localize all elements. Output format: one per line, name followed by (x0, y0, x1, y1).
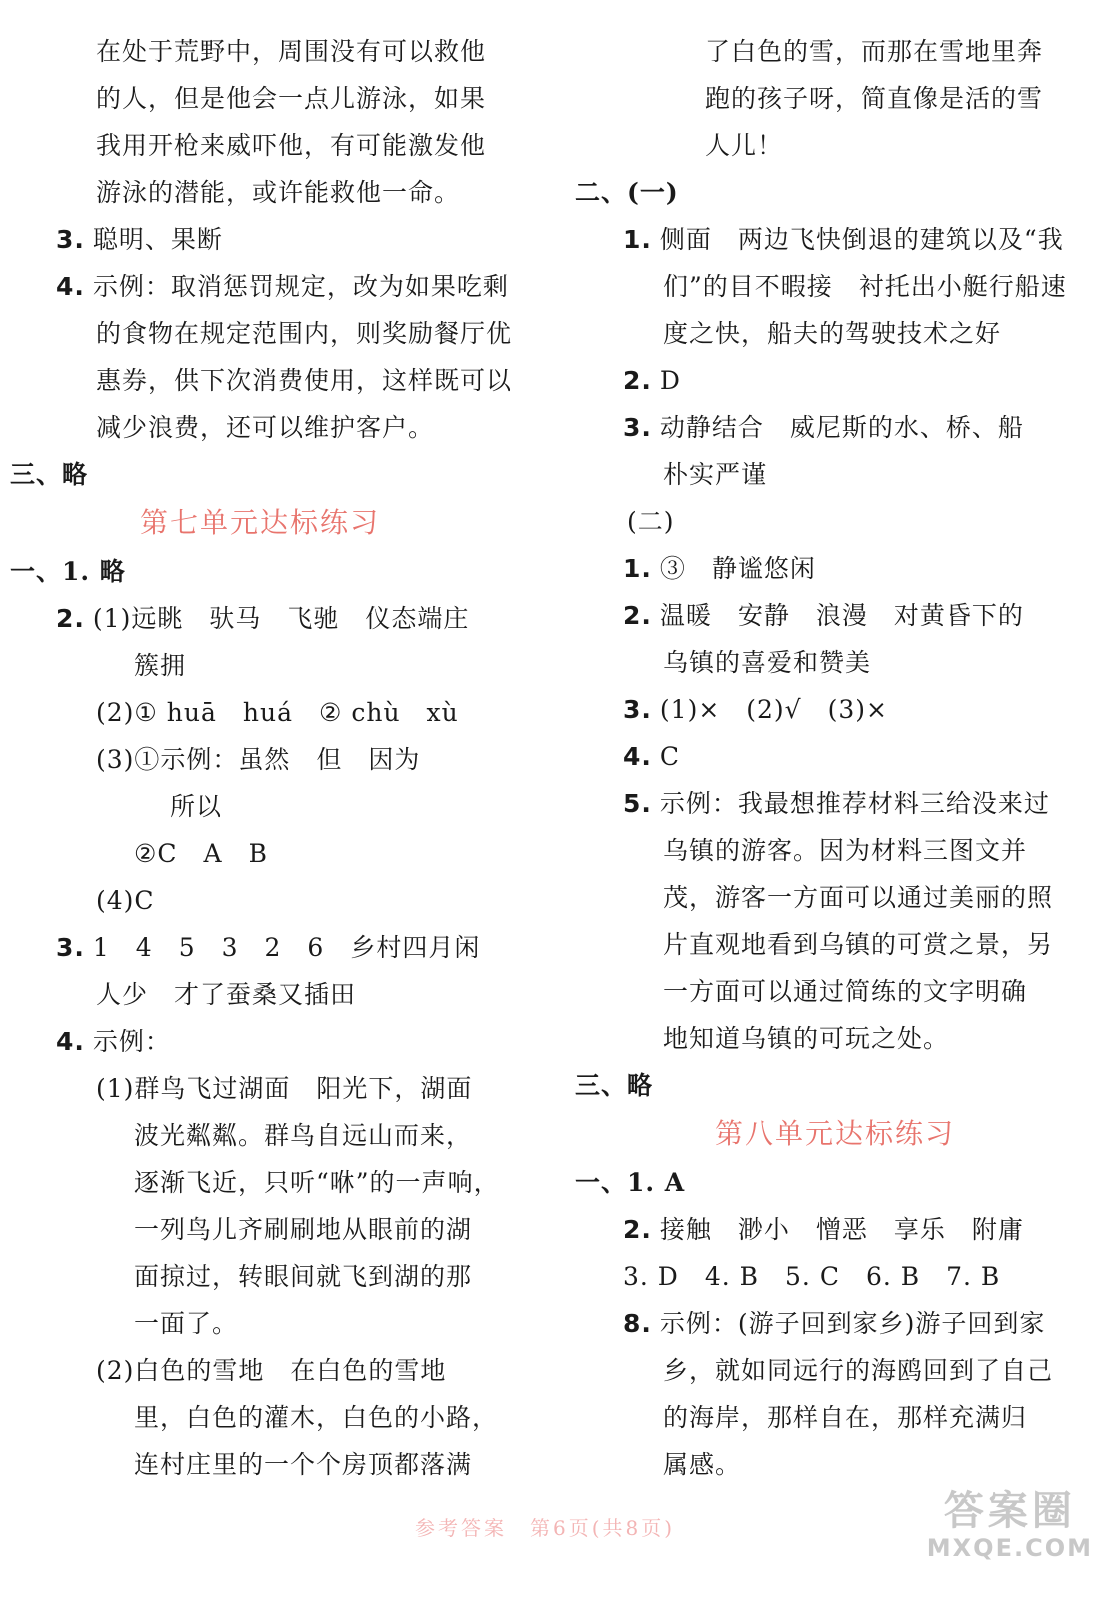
text-line: (1)群鸟飞过湖面 阳光下，湖面 (96, 1074, 473, 1103)
answer-item-1 (575, 216, 1095, 263)
text-line: 人少 才了蚕桑又插田 (96, 980, 357, 1009)
text-line: (2)白色的雪地 在白色的雪地 (96, 1356, 447, 1385)
answer-text: 示例：我最想推荐材料三给没来过 (659, 789, 1050, 818)
section-heading-3: 三、略 (10, 460, 89, 489)
text-line: 茂，游客一方面可以通过美丽的照 (663, 883, 1054, 912)
text-line: 在处于荒野中，周围没有可以救他 (96, 37, 487, 66)
item-number: 1. (623, 225, 652, 254)
text-line: 乡，就如同远行的海鸥回到了自己 (663, 1356, 1054, 1385)
text-line: 乌镇的游客。因为材料三图文并 (663, 836, 1028, 865)
item-number: 2. (623, 601, 652, 630)
item-number: 1. (623, 554, 652, 583)
text-line: 簇拥 (134, 651, 187, 680)
unit7-q3 (10, 924, 510, 971)
subsection-heading: (二) (627, 507, 675, 536)
answer-item-1b (575, 545, 1095, 592)
item-number: 3. (56, 225, 85, 254)
answer-text: (1)远眺 驮马 飞驰 仪态端庄 (92, 604, 470, 633)
answer-item-2b (575, 592, 1095, 639)
text-line: 游泳的潜能，或许能救他一命。 (96, 178, 461, 207)
answer-item-4b (575, 733, 1095, 780)
item-number: 4. (623, 742, 652, 771)
text-line: 一方面可以通过简练的文字明确 (663, 977, 1028, 1006)
text-line: 了白色的雪，而那在雪地里奔 (705, 37, 1044, 66)
item-number: 4. (56, 272, 85, 301)
section-heading-3: 三、略 (575, 1071, 654, 1100)
item-number: 3. (623, 695, 652, 724)
text-line: 连村庄里的一个个房顶都落满 (134, 1450, 473, 1479)
answer-item-4 (10, 263, 510, 310)
text-line: 乌镇的喜爱和赞美 (663, 648, 872, 677)
answer-text: 动静结合 威尼斯的水、桥、船 (659, 413, 1024, 442)
text-line: 度之快，船夫的驾驶技术之好 (663, 319, 1002, 348)
text-line: 减少浪费，还可以维护客户。 (96, 413, 435, 442)
page-footer: 参考答案 第6页(共8页) (414, 1516, 676, 1540)
unit8-q2 (575, 1206, 1095, 1253)
answer-text: 接触 渺小 憎恶 享乐 附庸 (659, 1215, 1024, 1244)
section-heading-2: 二、(一) (575, 178, 679, 207)
answer-text: 1 4 5 3 2 6 乡村四月闲 (92, 933, 481, 962)
answer-text: 示例：取消惩罚规定，改为如果吃剩 (92, 272, 509, 301)
answer-item-2 (575, 357, 1095, 404)
text-line: 片直观地看到乌镇的可赏之景，另 (663, 930, 1054, 959)
answer-text: 示例： (92, 1027, 171, 1056)
unit7-q4 (10, 1018, 510, 1065)
text-line: (4)C (96, 886, 155, 915)
text-line: 面掠过，转眼间就飞到湖的那 (134, 1262, 473, 1291)
text-line: 里，白色的灌木，白色的小路， (134, 1403, 499, 1432)
text-line: (3)①示例：虽然 但 因为 (96, 745, 421, 774)
item-number: 5. (623, 789, 652, 818)
text-line: 的食物在规定范围内，则奖励餐厅优 (96, 319, 513, 348)
left-column (10, 28, 513, 1488)
unit7-q2 (10, 595, 510, 642)
watermark-url: MXQE.COM (926, 1534, 1093, 1562)
text-line: (2)① huā huá ② chù xù (96, 698, 459, 727)
answer-text: 示例：(游子回到家乡)游子回到家 (659, 1309, 1046, 1338)
text-line: 我用开枪来威吓他，有可能激发他 (96, 131, 487, 160)
unit8-q3-7: 3. D 4. B 5. C 6. B 7. B (623, 1262, 1001, 1291)
answer-text: D (659, 366, 681, 395)
text-line: 的人，但是他会一点儿游泳，如果 (96, 84, 487, 113)
item-number: 4. (56, 1027, 85, 1056)
text-line: 属感。 (663, 1450, 742, 1479)
text-line: 的海岸，那样自在，那样充满归 (663, 1403, 1028, 1432)
text-line: 跑的孩子呀，简直像是活的雪 (705, 84, 1044, 113)
item-number: 8. (623, 1309, 652, 1338)
answer-text: (1)× (2)√ (3)× (659, 695, 888, 724)
right-column (575, 28, 1095, 1488)
text-line: 人儿！ (705, 131, 784, 160)
unit7-q1: 一、1. 略 (10, 557, 126, 586)
text-line: ②C A B (134, 839, 268, 868)
item-number: 2. (56, 604, 85, 633)
answer-item-3 (10, 216, 510, 263)
text-line: 波光粼粼。群鸟自远山而来， (134, 1121, 473, 1150)
text-line: 地知道乌镇的可玩之处。 (663, 1024, 950, 1053)
unit8-q8 (575, 1300, 1095, 1347)
text-line: 一列鸟儿齐刷刷地从眼前的湖 (134, 1215, 473, 1244)
answer-text: C (659, 742, 681, 771)
item-number: 3. (623, 413, 652, 442)
text-line: 逐渐飞近，只听“咻”的一声响， (134, 1168, 500, 1197)
item-number: 3. (56, 933, 85, 962)
item-number: 2. (623, 1215, 652, 1244)
answer-item-3 (575, 404, 1095, 451)
answer-text: 温暖 安静 浪漫 对黄昏下的 (659, 601, 1024, 630)
text-line: 一面了。 (134, 1309, 239, 1338)
watermark-logo-text: 答案圈 (943, 1488, 1076, 1534)
unit8-q1: 一、1. A (575, 1168, 686, 1197)
unit8-title: 第八单元达标练习 (714, 1117, 955, 1150)
site-watermark (927, 1488, 1093, 1562)
text-line: 惠券，供下次消费使用，这样既可以 (96, 366, 513, 395)
answer-item-5b (575, 780, 1095, 827)
text-line: 朴实严谨 (663, 460, 768, 489)
text-line: 所以 (170, 792, 223, 821)
answer-item-3b (575, 686, 1095, 733)
item-number: 2. (623, 366, 652, 395)
answer-text: 聪明、果断 (92, 225, 223, 254)
text-line: 们”的目不暇接 衬托出小艇行船速 (663, 272, 1067, 301)
unit7-title: 第七单元达标练习 (139, 506, 380, 539)
answer-text: ③ 静谧悠闲 (659, 554, 816, 583)
answer-text: 侧面 两边飞快倒退的建筑以及“我 (659, 225, 1064, 254)
